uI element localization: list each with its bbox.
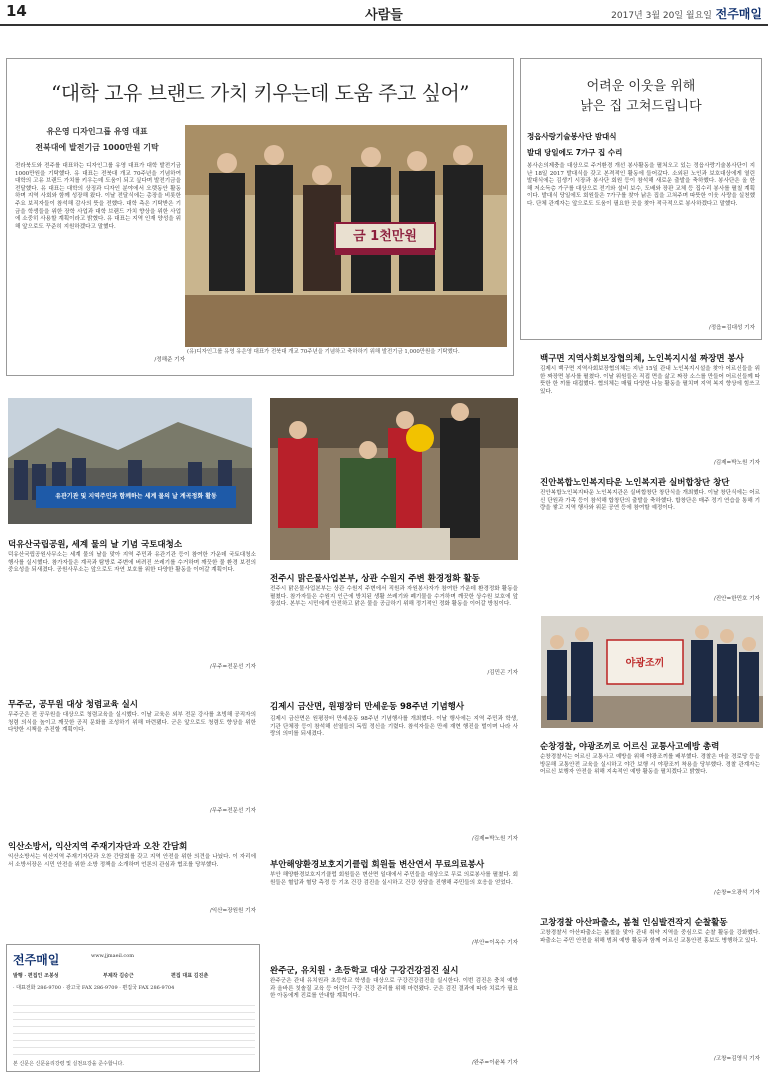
article-baekgu-body: 김제시 백구면 지역사회보장협의체는 지난 15일 관내 노인복지시설을 찾아 어르신들을 위한 짜장면 봉사를 펼쳤다. 이날 위원들은 직접 면을 삶고 짜장 소스를 만들어 어르신들께 따뜻한 한 끼를 대접했다. 협의체는 매월 다양한 나눔 활동을 펼치며 지역 복지 향상에 힘쓰고 있다. [540,366,762,395]
feature-body: 봉사손의제충을 대상으로 주거환경 개선 봉사활동을 펼쳐오고 있는 정읍사랑기술봉사단이 지난 18일 2017 발대식을 갖고 본격적인 활동에 들어갔다. 소외된 노인과 보호대상에게 열린 발대식에는 김생기 시장과 봉사단 회원 등이 참석해 새로운 출발을 축하했다. 봉사단은 올 한 해 저소득층 가구를 대상으로 전기와 설비 보수, 도배와 장판 교체 등 집수리 봉사를 펼칠 계획이다. 발대식 당일에도 회원들은 7가구를 찾아 낡은 집을 고쳐주며 따뜻한 이웃 사랑을 실천했다. 단체 관계자는 앞으로도 도움이 필요한 곳을 찾아 적극적으로 봉사하겠다고 말했다. [527,163,757,207]
article-jinan-byline: /진안=한민호 기자 [713,596,760,602]
lead-headline: “대학 고유 브랜드 가치 키우는데 도움 주고 싶어” [50,81,470,105]
masthead-box [6,944,260,1072]
article-deogyusan-byline: /무주=전문선 기자 [209,664,256,670]
jeonju-photo [270,398,518,560]
article-baekgu-title: 백구면 지역사회보장협의체, 노인복지시설 짜장면 봉사 [540,354,744,364]
article-deogyusan-title: 덕유산국립공원, 세계 물의 날 기념 국토대청소 [8,540,183,550]
article-geumsan-title: 김제시 금산면, 원평장터 만세운동 98주년 기념행사 [270,702,465,712]
article-buan-body: 부안 해양환경보호지기클럽 회원들은 변산면 일대에서 주민들을 대상으로 무료 의료봉사를 펼쳤다. 회원들은 혈압과 혈당 측정 등 기초 건강 검진을 실시하고 건강 상담을 진행해 주민들의 호응을 얻었다. [270,872,518,886]
vest-sign: 야광조끼 [625,658,665,669]
lead-subhead-1: 유은영 디자인그룹 유영 대표 [46,127,148,136]
article-iksan-body: 익산소방서는 익산지역 주재기자단과 오찬 간담회를 갖고 지역 안전을 위한 의견을 나눴다. 이 자리에서 소방서장은 시민 안전을 위한 소방 정책을 소개하며 언론의 관심과 협조를 당부했다. [8,854,256,868]
lead-body: 전라북도와 전주를 대표하는 디자인그룹 유영 대표가 대학 발전기금 1000만원을 기탁했다. 유 대표는 전북대 개교 70주년을 기념하여 대학의 고유 브랜드 가치를 키우는데 도움이 되고 싶다며 발전기금을 전달했다. 유 대표는 대학의 상징과 디자인 분야에서 오랫동안 활동하며 지역 사회와 함께 성장해 왔다. 이날 전달식에는 총장을 비롯한 주요 보직자들이 참석해 감사의 뜻을 전했다. 대학 측은 기탁받은 기금을 학생들을 위한 장학 사업과 대학 브랜드 가치 향상을 위한 사업에 소중히 사용할 계획이라고 밝혔다. 유 대표는 지역 인재 양성을 위해 앞으로도 꾸준히 지원하겠다고 말했다. [15,163,183,230]
masthead-editor: 편집 대표 김진춘 [171,973,209,979]
masthead-url[interactable]: www.jjmaeil.com [91,953,134,959]
article-jinan-body: 진안복합노인복지타운 노인복지관은 실버합창단 창단식을 개최했다. 이날 창단식에는 어르신 단원과 가족 등이 참석해 합창단의 출발을 축하했다. 합창단은 매주 정기 연습을 통해 기량을 쌓고 지역 행사와 위문 공연 등에 참여할 예정이다. [540,490,760,512]
article-gochang-byline: /고창=김영식 기자 [713,1056,760,1062]
masthead-note: 본 신문은 신문윤리강령 및 실천요강을 준수합니다. [13,1061,124,1067]
article-geumsan-byline: /김제=박노원 기자 [471,836,518,842]
article-buan-title: 부안해양환경보호지기클럽 회원들 변산연서 무료의료봉사 [270,860,485,870]
article-gochang-body: 고창경찰서 아산파출소는 봄철을 맞아 관내 취약 지역을 중심으로 순찰 활동을 강화했다. 파출소는 주민 안전을 위해 범죄 예방 활동과 함께 어르신 교통안전 홍보도 병행하고 있다. [540,930,762,944]
masthead-directory [13,999,255,1057]
masthead-contact: · 대표전화 286-9700 · 광고국 FAX 286-9709 · 편집국 FAX 286-9704 [13,985,175,991]
article-iksan-title: 익산소방서, 익산지역 주재기자단과 오찬 간담회 [8,842,188,852]
article-sunchang-byline: /순창=오광석 기자 [713,890,760,896]
lead-byline: /정해준 기자 [154,357,185,363]
police-photo [541,616,763,728]
article-jeonju-byline: /김민곤 기자 [487,670,518,676]
article-geumsan-body: 김제시 금산면은 원평장터 만세운동 98주년 기념행사를 개최했다. 이날 행사에는 지역 주민과 학생, 기관 단체장 등이 참석해 선열들의 독립 정신을 기렸다. 참석자들은 만세 재현 행진을 벌이며 나라 사랑의 의미를 되새겼다. [270,716,520,738]
feature-title-2: 낡은 집 고쳐드립니다 [580,99,702,114]
feature-sub-2: 발대 당일에도 7가구 집 수리 [527,148,623,157]
feature-title-1: 어려운 이웃을 위해 [586,79,696,94]
article-buan-byline: /부안=이옥수 기자 [471,940,518,946]
deogyusan-photo [8,398,252,524]
article-muju-title: 무주군, 공무원 대상 청렴교육 실시 [8,700,139,710]
article-sunchang-title: 순창경찰, 야광조끼로 어르신 교통사고예방 총력 [540,742,720,752]
feature-byline: /정읍=김대성 기자 [708,325,755,331]
article-wanju-title: 완주군, 유치원 · 초등학교 대상 구강건강검진 실시 [270,966,459,976]
article-gochang-title: 고창경찰 아산파출소, 봄철 인심발견작지 순찰활동 [540,918,728,928]
section-title: 사람들 [365,8,403,23]
lead-article [6,58,514,376]
article-jinan-title: 진안복합노인복지타운 노인복지관 실버합창단 창단 [540,478,730,488]
article-muju-body: 무주군은 전 공무원을 대상으로 청렴교육을 실시했다. 이날 교육은 외부 전문 강사를 초빙해 공직자의 청렴 의식을 높이고 깨끗한 공직 문화를 조성하기 위해 마련됐다. 군은 앞으로도 청렴도 향상을 위한 다양한 시책을 추진할 계획이다. [8,712,258,734]
masthead-name: 전주매일 [13,953,60,967]
feature-sub-1: 정읍사랑기술봉사단 밤대식 [527,132,617,141]
cleanup-banner: 유관기관 및 지역주민과 함께하는 세계 물의 날 계곡정화 활동 [55,493,217,500]
masthead-publisher: 발행 · 편집인 조봉성 [13,973,59,979]
article-wanju-byline: /완주=이윤복 기자 [471,1060,518,1066]
article-deogyusan-body: 덕유산국립공원사무소는 세계 물의 날을 맞아 지역 주민과 유관기관 등이 참여한 가운데 국토대청소 행사를 실시했다. 참가자들은 계곡과 탐방로 주변에 버려진 쓰레기를 수거하며 깨끗한 물 환경 보전의 중요성을 되새겼다. 공원사무소는 앞으로도 자연 보호를 위한 다양한 활동을 이어갈 계획이다. [8,552,258,574]
article-wanju-body: 완주군은 관내 유치원과 초등학교 학생을 대상으로 구강건강검진을 실시한다. 이번 검진은 충치 예방과 올바른 칫솔질 교육 등 어린이 구강 건강 관리를 위해 마련됐다. 군은 검진 결과에 따라 치료가 필요한 아동에게 진료를 안내할 계획이다. [270,978,518,1000]
article-sunchang-body: 순창경찰서는 어르신 교통사고 예방을 위해 야광조끼를 배부했다. 경찰은 마을 경로당 등을 방문해 교통안전 교육을 실시하고 야간 보행 시 야광조끼 착용을 당부했다. 경찰 관계자는 어르신 보행자 안전을 위해 지속적인 예방 활동을 펼치겠다고 밝혔다. [540,754,762,776]
issue-date: 2017년 3월 20일 월요일 [611,11,712,21]
page-number: 14 [6,2,27,20]
lead-subhead-2: 전북대에 발전기금 1000만원 기탁 [35,143,159,152]
right-feature-article [520,58,762,340]
article-muju-byline: /무주=전문선 기자 [209,808,256,814]
masthead-deputy: 부제작 김승근 [103,973,134,979]
lead-photo [185,125,507,347]
article-jeonju-body: 전주시 맑은물사업본부는 상관 수원지 주변에서 직원과 자원봉사자가 참여한 가운데 환경정화 활동을 펼쳤다. 참가자들은 수원지 인근에 방치된 생활 쓰레기와 폐기물을 수거하며 깨끗한 상수원 보호에 앞장섰다. 본부는 시민에게 안전하고 맑은 물을 공급하기 위해 정기적인 정화 활동을 이어갈 방침이다. [270,586,520,608]
article-iksan-byline: /익산=장원원 기자 [209,908,256,914]
article-jeonju-title: 전주시 맑은물사업본부, 상관 수원지 주변 환경정화 활동 [270,574,480,584]
donation-sign: 금 1천만원 [353,229,417,244]
lead-caption: (유)디자인그룹 유영 유은영 대표가 전북대 개교 70주년을 기념하고 축하하기 위해 발전기금 1,000만원을 기탁했다. [187,349,460,355]
newspaper-name: 전주매일 [715,7,762,21]
article-baekgu-byline: /김제=박노원 기자 [713,460,760,466]
